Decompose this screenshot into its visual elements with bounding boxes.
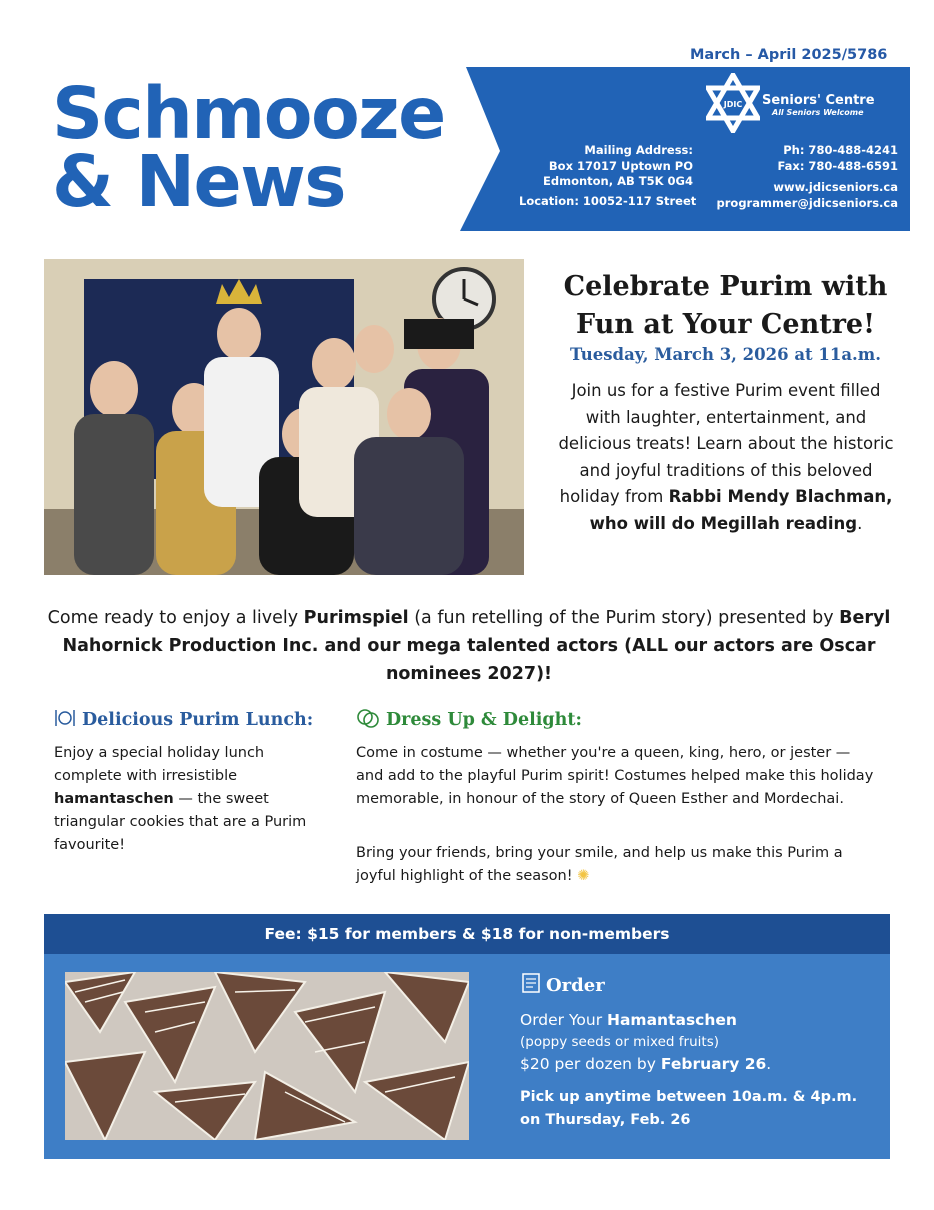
logo-text: JDIC (723, 100, 743, 109)
order-heading (522, 973, 605, 998)
event-description (552, 378, 900, 537)
dressup-heading (356, 708, 582, 733)
order-panel (44, 914, 890, 1159)
email-link[interactable]: programmer@jdicseniors.ca (716, 195, 898, 210)
dressup-para2-text: Bring your friends, bring your smile, and help us make this Purim a joyful highlight of the season! (356, 845, 843, 884)
spiel-bold-2: Beryl Nahornick Production Inc. and our mega talented actors (ALL our actors are Oscar nominees 2027)! (62, 608, 891, 684)
pickup-info: Pick up anytime between 10a.m. & 4p.m. on Thursday, Feb. 26 (520, 1089, 858, 1128)
lunch-heading-text: Delicious Purim Lunch: (82, 710, 314, 730)
mailing-label: Mailing Address: (584, 143, 693, 157)
order-item-name: Hamantaschen (607, 1011, 737, 1029)
order-details (520, 1009, 860, 1075)
theater-masks-icon (356, 708, 380, 733)
dressup-heading-text: Dress Up & Delight: (386, 710, 582, 730)
mailing-address (523, 143, 693, 190)
event-title-line-1: Celebrate Purim with (563, 271, 888, 302)
sparkle-icon: ✺ (577, 868, 590, 884)
order-heading-text: Order (546, 975, 605, 996)
location: Location: 10052-117 Street (519, 194, 697, 208)
event-date: Tuesday, March 3, 2026 at 11a.m. (569, 345, 881, 364)
lunch-bold: hamantaschen (54, 791, 174, 807)
title-line-2: & News (52, 140, 346, 223)
order-price-text: $20 per dozen by (520, 1055, 661, 1073)
title-line-1: Schmooze (52, 72, 445, 155)
mailing-line-2: Edmonton, AB T5K 0G4 (543, 174, 693, 188)
event-body-text: Join us for a festive Purim event filled with laughter, entertainment, and delicious treats! Learn about the historic and joyful traditions of this beloved holiday from (558, 381, 894, 506)
event-rabbi-name: Rabbi Mendy Blachman, who will do Megillah reading (589, 487, 893, 533)
event-title (548, 268, 903, 344)
star-of-david-logo (706, 73, 760, 133)
lunch-description (54, 742, 334, 857)
fee-bar: Fee: $15 for members & $18 for non-members (44, 914, 890, 954)
order-line-2: (poppy seeds or mixed fruits) (520, 1034, 719, 1050)
spiel-bold-1: Purimspiel (303, 608, 409, 628)
web-contact (717, 180, 898, 211)
event-title-line-2: Fun at Your Centre! (576, 309, 875, 340)
order-deadline: February 26 (660, 1055, 767, 1073)
org-tagline: All Seniors Welcome (772, 108, 864, 117)
lunch-heading (54, 708, 313, 733)
issue-date: March – April 2025/5786 (690, 47, 888, 63)
spiel-text-1: Come ready to enjoy a lively (47, 608, 304, 628)
order-line-3-end: . (766, 1055, 772, 1073)
website-link[interactable]: www.jdicseniors.ca (773, 180, 898, 194)
plate-cutlery-icon (54, 708, 76, 733)
purimspiel-paragraph (40, 604, 898, 688)
org-name: Seniors' Centre (762, 93, 875, 108)
group-photo (44, 259, 524, 575)
phone: Ph: 780-488-4241 (783, 143, 898, 157)
dressup-paragraph-2 (356, 842, 876, 888)
spiel-text-2: (a fun retelling of the Purim story) presented by (408, 608, 840, 628)
order-line-1 (520, 1009, 860, 1031)
order-form-icon (522, 973, 540, 998)
hamantaschen-photo (65, 972, 469, 1140)
fax: Fax: 780-488-6591 (777, 158, 898, 173)
lunch-text-1: Enjoy a special holiday lunch complete with irresistible (54, 745, 265, 784)
mailing-line-1: Box 17017 Uptown PO (548, 158, 693, 173)
order-line-3 (520, 1053, 860, 1075)
newsletter-title (52, 72, 445, 223)
lunch-text-2: — the sweet triangular cookies that are a Purim favourite! (54, 791, 307, 853)
phone-fax (777, 143, 898, 174)
order-line-1-text: Order Your (520, 1011, 607, 1029)
event-body-end: . (857, 513, 863, 533)
dressup-paragraph-1: Come in costume — whether you're a queen, king, hero, or jester — and add to the playful Purim spirit! Costumes helped make this holiday memorable, in honour of the story of Queen Esther and Mordechai. (356, 745, 874, 807)
